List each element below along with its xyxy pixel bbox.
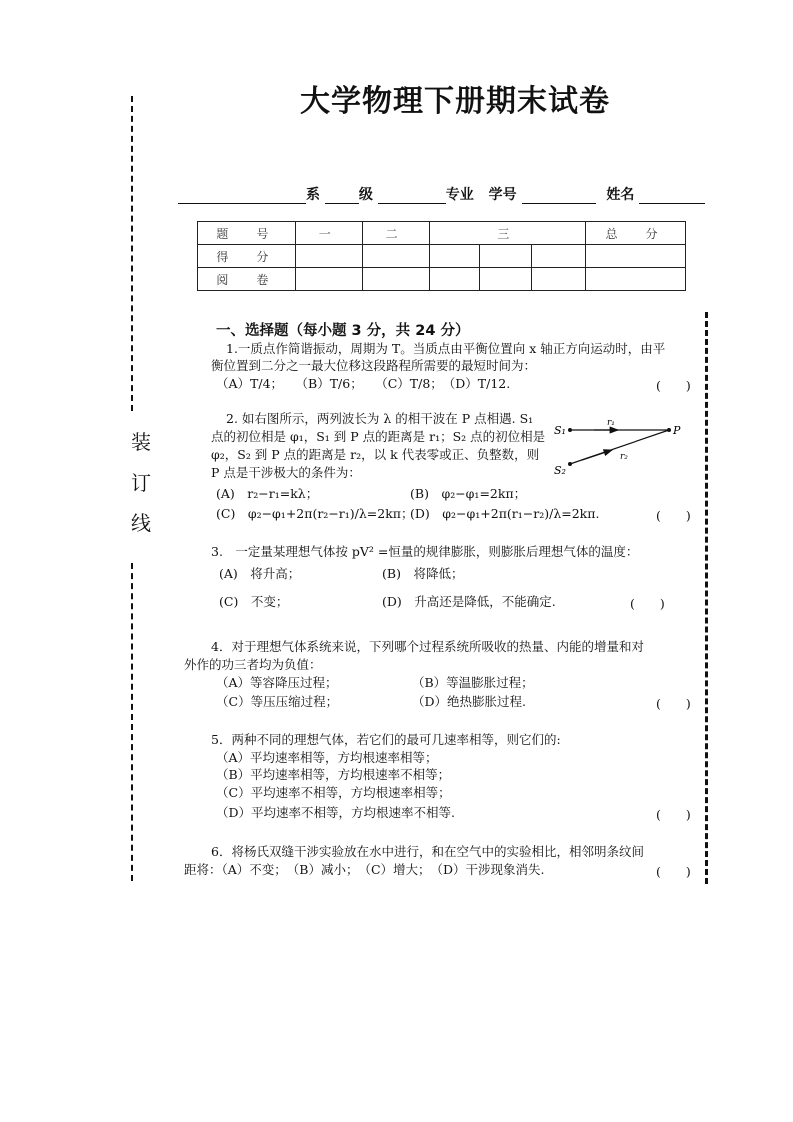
q3-option-a: (A) 将升高； [219,566,301,581]
q4-answer-paren[interactable]: ( ) [656,696,691,711]
r2-arrow [582,450,612,460]
q2-option-c: (C) φ₂−φ₁+2π(r₂−r₁)/λ=2kπ； [216,506,414,521]
q3-option-b: (B) 将降低； [382,566,464,581]
score-cell[interactable] [532,245,586,268]
p-point [667,428,671,432]
binding-char-3: 线 [131,511,151,535]
question-number-label: 题 号 [198,222,296,245]
section-1-header: 一 [295,222,362,245]
name-blank [639,189,705,204]
exam-title: 大学物理下册期末试卷 [300,84,610,119]
q2-option-a: (A) r₂−r₁=kλ； [216,486,319,501]
q1-text-line2: 衡位置到二分之一最大位移这段路程所需要的最短时间为： [211,358,537,373]
q2-text-line3: φ₂，S₂ 到 P 点的距离是 r₂，以 k 代表零或正、负整数，则 [211,447,540,462]
r1-label: r₁ [607,418,615,428]
q3-text-line1: 3. 一定量某理想气体按 pV² =恒量的规律膨胀，则膨胀后理想气体的温度： [211,544,639,559]
reviewer-row [198,268,686,291]
grade-blank [325,189,359,204]
score-cell[interactable] [295,245,362,268]
name-label: 姓名 [606,187,635,203]
q6-text-line1: 6．将杨氏双缝干涉实验放在水中进行，和在空气中的实验相比，相邻明条纹间 [211,844,644,859]
q5-option-d: （D）平均速率不相等，方均根速率不相等. [216,805,455,820]
section-2-header: 二 [362,222,429,245]
s1-label: S₁ [554,424,566,437]
major-label: 专业 [445,187,474,203]
q4-option-a: （A）等容降压过程； [216,675,338,690]
section-1-title: 一、选择题（每小题 3 分，共 24 分） [216,323,470,339]
q2-text-line2: 点的初位相是 φ₁，S₁ 到 P 点的距离是 r₁；S₂ 点的初位相是 [211,429,546,444]
department-blank [178,189,306,204]
reviewer-cell[interactable] [532,268,586,291]
q4-option-b: （B）等温膨胀过程； [412,675,534,690]
q4-option-d: （D）绝热膨胀过程. [412,694,526,709]
q4-option-c: （C）等压压缩过程； [216,694,339,709]
q4-text-line1: 4．对于理想气体系统来说，下列哪个过程系统所吸收的热量、内能的增量和对 [211,639,644,654]
reviewer-cell[interactable] [295,268,362,291]
reviewer-label: 阅 卷 [198,268,296,291]
q1-answer-paren[interactable]: ( ) [656,378,691,393]
q6-text-line2: 距将：（A）不变； （B）减小； （C）增大； （D）干涉现象消失. [184,862,545,877]
q2-text-line4: P 点是干涉极大的条件为： [211,465,361,480]
score-cell[interactable] [586,245,686,268]
major-blank [378,189,446,204]
q5-option-b: （B）平均速率相等，方均根速率不相等； [216,767,451,782]
q5-answer-paren[interactable]: ( ) [656,807,691,822]
q3-option-c: (C) 不变； [219,594,289,609]
q6-answer-paren[interactable]: ( ) [656,864,691,879]
binding-line-bottom [131,563,133,881]
q5-text-line1: 5．两种不同的理想气体，若它们的最可几速率相等，则它们的: [211,732,561,747]
s2-point [568,462,572,466]
q3-option-d: (D) 升高还是降低，不能确定. [382,594,556,609]
q2-answer-paren[interactable]: ( ) [656,508,691,523]
q2-wave-figure [552,414,692,478]
q2-text-line1: 2. 如右图所示，两列波长为 λ 的相干波在 P 点相遇. S₁ [226,411,534,426]
score-cell[interactable] [429,245,480,268]
reviewer-cell[interactable] [586,268,686,291]
p-label: P [673,424,681,437]
q1-options: （A）T/4； （B）T/6； （C）T/8； （D）T/12. [216,376,511,391]
r2-label: r₂ [620,452,628,462]
grade-label: 级 [358,187,373,203]
score-cell[interactable] [362,245,429,268]
reviewer-cell[interactable] [480,268,532,291]
score-label: 得 分 [198,245,296,268]
q4-text-line2: 外作的功三者均为负值： [184,657,322,672]
q5-option-c: （C）平均速率不相等，方均根速率相等； [216,785,451,800]
score-row [198,245,686,268]
q3-answer-paren[interactable]: ( ) [630,596,665,611]
binding-line-top [131,96,133,411]
student-id-label: 学号 [488,187,517,203]
q1-text-line1: 1.一质点作简谐振动，周期为 T。当质点由平衡位置向 x 轴正方向运动时，由平 [226,341,666,356]
student-info-line [178,184,705,204]
binding-char-1: 装 [131,430,151,454]
total-header: 总 分 [586,222,686,245]
score-header-row [198,222,686,245]
q2-option-d: (D) φ₂−φ₁+2π(r₁−r₂)/λ=2kπ. [410,506,600,521]
reviewer-cell[interactable] [362,268,429,291]
section-3-header: 三 [429,222,586,245]
score-cell[interactable] [480,245,532,268]
score-table [197,221,686,291]
s1-point [568,428,572,432]
q5-option-a: （A）平均速率相等，方均根速率相等； [216,750,438,765]
right-margin-line [705,312,708,884]
department-label: 系 [306,187,320,203]
student-id-blank [522,189,596,204]
q2-option-b: (B) φ₂−φ₁=2kπ； [410,486,527,501]
s2-label: S₂ [554,464,566,477]
reviewer-cell[interactable] [429,268,480,291]
binding-char-2: 订 [131,471,151,495]
